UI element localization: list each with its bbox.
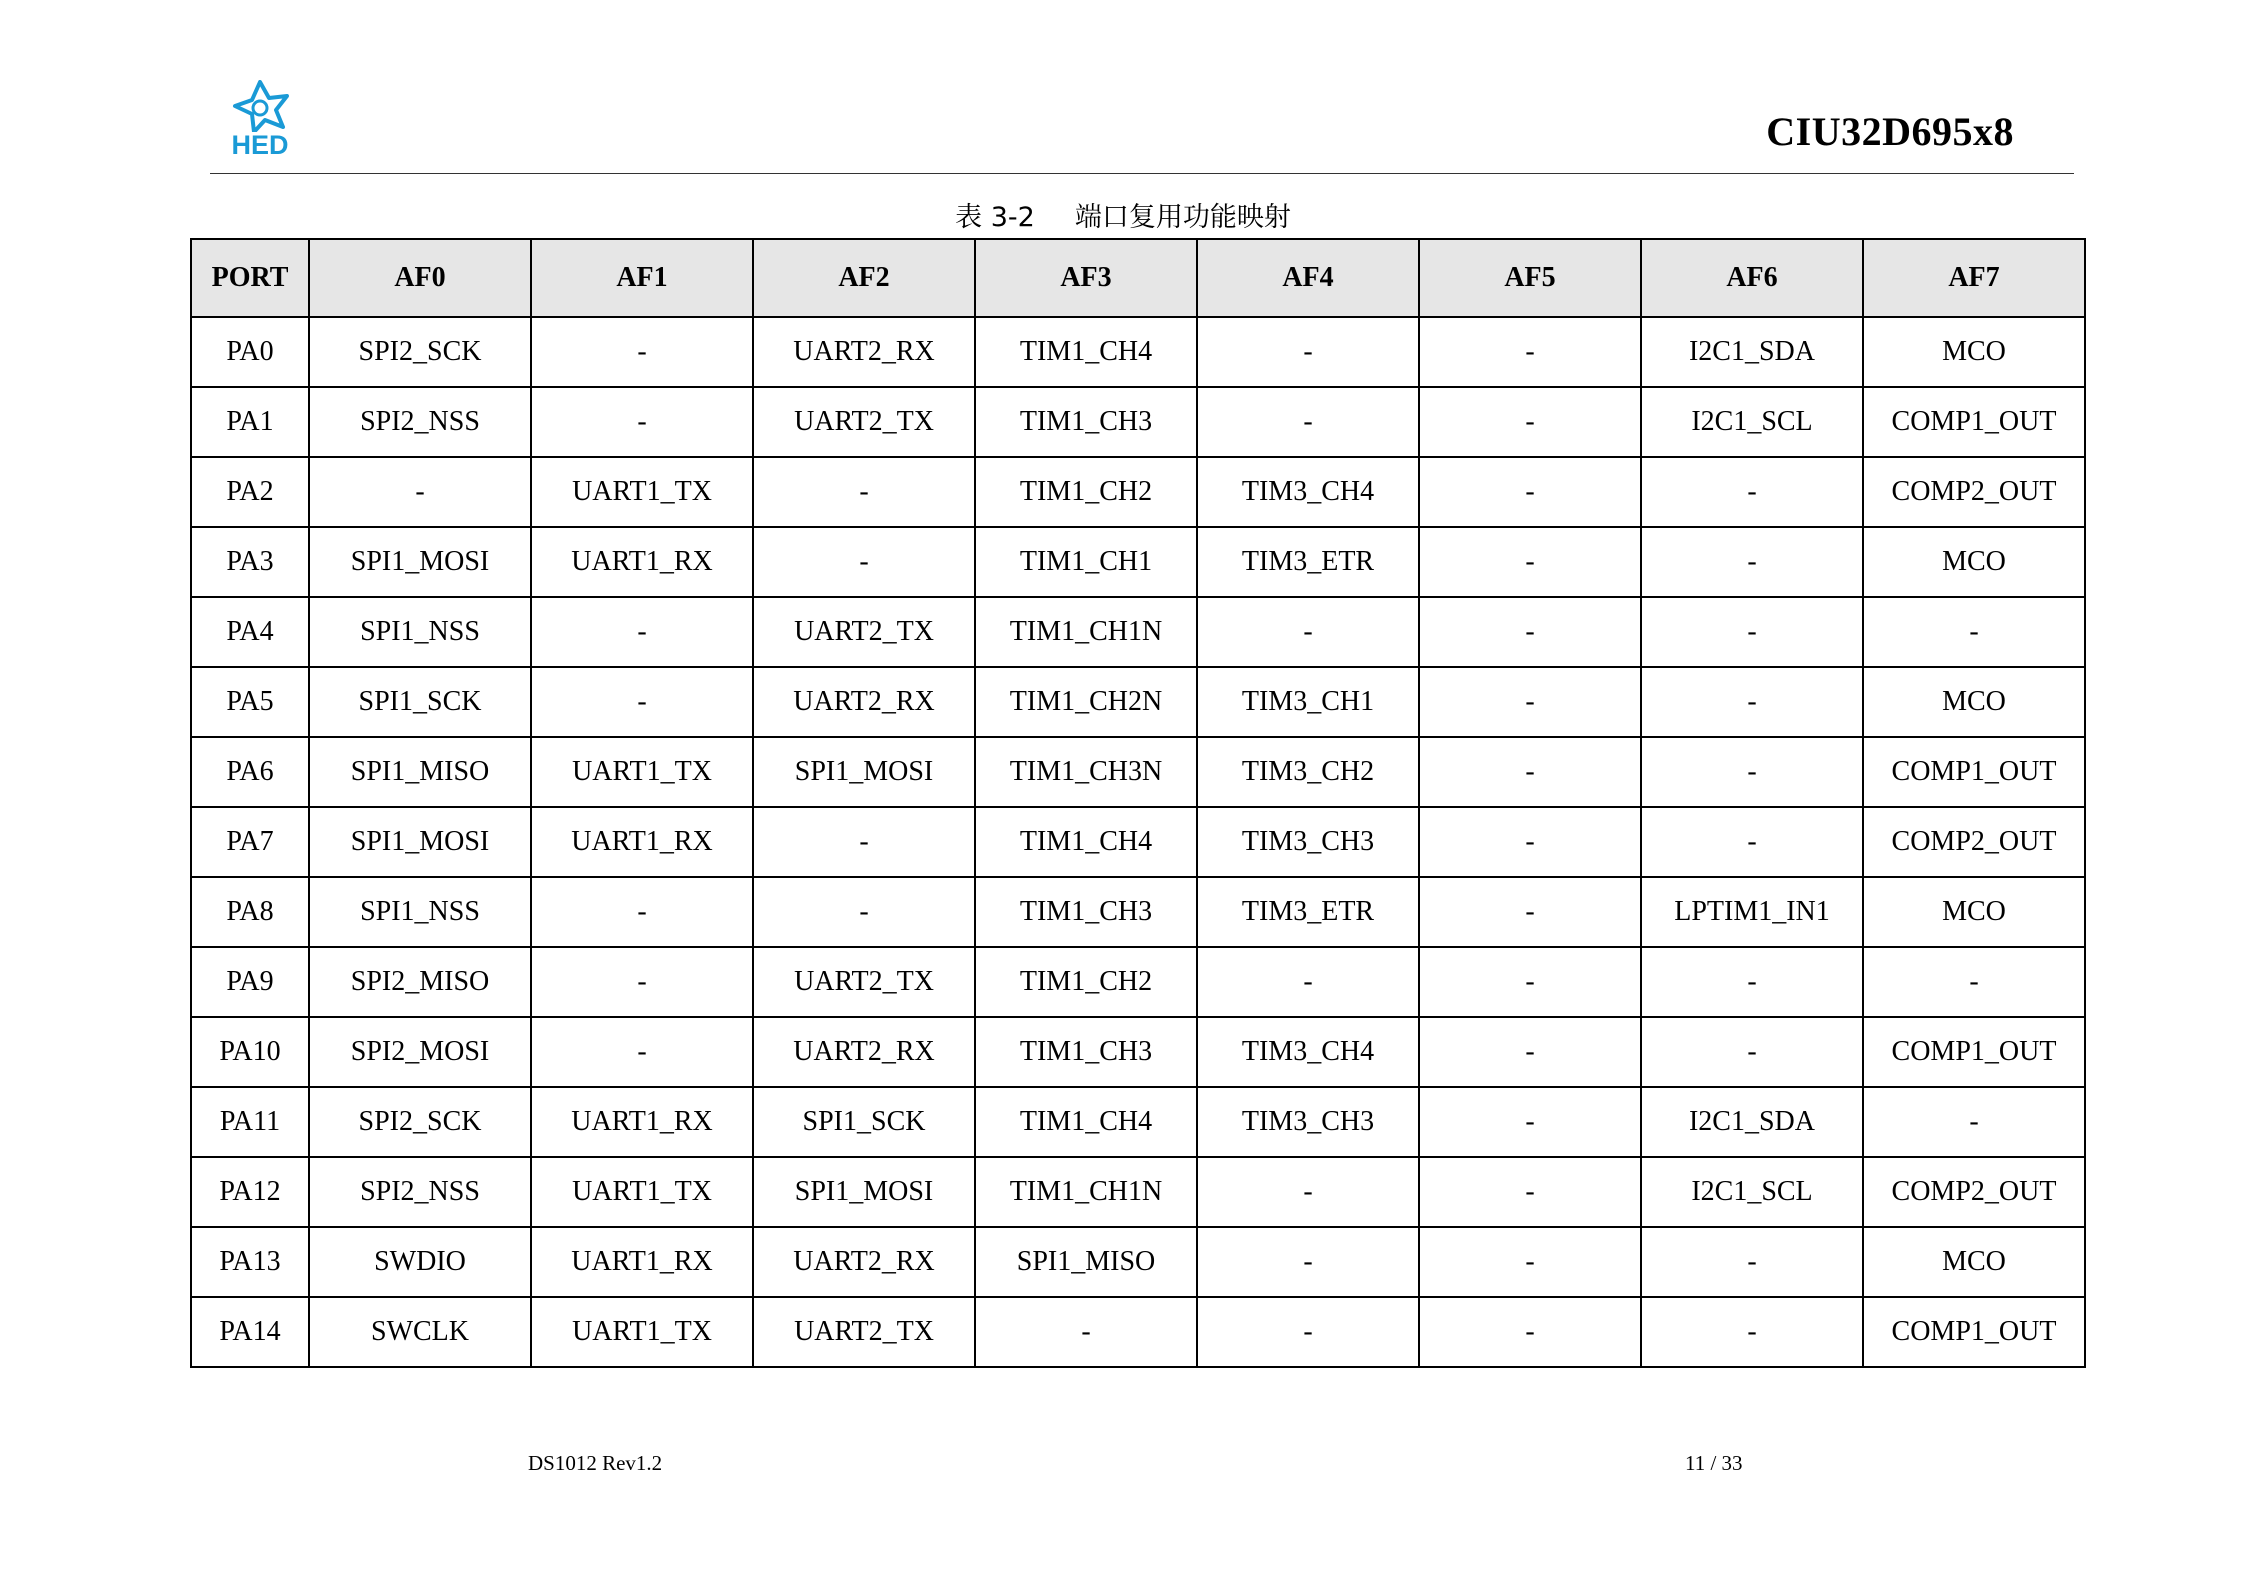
af-cell: - — [753, 807, 975, 877]
column-header-port: PORT — [191, 239, 309, 317]
af-cell: - — [753, 877, 975, 947]
af-cell: - — [1419, 877, 1641, 947]
table-body — [191, 317, 2085, 1367]
af-cell: UART1_TX — [531, 1157, 753, 1227]
af-cell: - — [1641, 597, 1863, 667]
port-cell: PA10 — [191, 1017, 309, 1087]
column-header-af6: AF6 — [1641, 239, 1863, 317]
table-row — [191, 947, 2085, 1017]
af-cell: SPI1_MOSI — [753, 1157, 975, 1227]
column-header-af0: AF0 — [309, 239, 531, 317]
af-cell: - — [1197, 947, 1419, 1017]
port-cell: PA11 — [191, 1087, 309, 1157]
af-cell: UART2_TX — [753, 947, 975, 1017]
af-cell: - — [1863, 597, 2085, 667]
af-cell: COMP1_OUT — [1863, 1297, 2085, 1367]
af-cell: TIM1_CH4 — [975, 807, 1197, 877]
af-cell: - — [309, 457, 531, 527]
table-row — [191, 457, 2085, 527]
af-cell: TIM1_CH1 — [975, 527, 1197, 597]
af-cell: SPI1_MOSI — [753, 737, 975, 807]
af-cell: TIM1_CH3N — [975, 737, 1197, 807]
af-cell: - — [1197, 1157, 1419, 1227]
af-cell: UART1_RX — [531, 1087, 753, 1157]
af-cell: UART2_TX — [753, 597, 975, 667]
af-cell: I2C1_SDA — [1641, 1087, 1863, 1157]
af-cell: SPI2_MISO — [309, 947, 531, 1017]
alternate-function-table — [190, 238, 2086, 1368]
port-cell: PA12 — [191, 1157, 309, 1227]
af-cell: - — [531, 387, 753, 457]
port-cell: PA2 — [191, 457, 309, 527]
star-logo-icon — [220, 80, 300, 132]
af-cell: COMP2_OUT — [1863, 457, 2085, 527]
port-cell: PA5 — [191, 667, 309, 737]
column-header-af3: AF3 — [975, 239, 1197, 317]
port-cell: PA9 — [191, 947, 309, 1017]
column-header-af2: AF2 — [753, 239, 975, 317]
port-cell: PA4 — [191, 597, 309, 667]
af-cell: - — [531, 1017, 753, 1087]
af-cell: MCO — [1863, 667, 2085, 737]
af-cell: - — [1641, 667, 1863, 737]
af-cell: UART1_RX — [531, 1227, 753, 1297]
af-cell: UART2_RX — [753, 1227, 975, 1297]
af-cell: TIM1_CH1N — [975, 597, 1197, 667]
table-row — [191, 877, 2085, 947]
af-cell: UART2_TX — [753, 1297, 975, 1367]
af-cell: - — [1197, 597, 1419, 667]
af-cell: UART2_RX — [753, 667, 975, 737]
af-cell: TIM1_CH4 — [975, 1087, 1197, 1157]
footer-page-number: 11 / 33 — [1685, 1451, 1743, 1475]
table-row — [191, 807, 2085, 877]
af-cell: SPI2_NSS — [309, 1157, 531, 1227]
af-cell: TIM1_CH2N — [975, 667, 1197, 737]
table-row — [191, 737, 2085, 807]
af-cell: - — [1419, 737, 1641, 807]
af-cell: TIM1_CH3 — [975, 387, 1197, 457]
af-cell: - — [1419, 597, 1641, 667]
af-cell: SPI1_MISO — [309, 737, 531, 807]
af-cell: - — [1863, 1087, 2085, 1157]
af-cell: COMP1_OUT — [1863, 1017, 2085, 1087]
table-caption-number: 表 3-2 — [955, 202, 1035, 233]
table-row — [191, 1087, 2085, 1157]
port-cell: PA1 — [191, 387, 309, 457]
table-row — [191, 667, 2085, 737]
af-cell: UART2_TX — [753, 387, 975, 457]
af-cell: TIM3_ETR — [1197, 527, 1419, 597]
af-cell: COMP2_OUT — [1863, 807, 2085, 877]
logo-text: HED — [231, 130, 289, 160]
af-cell: SPI1_SCK — [753, 1087, 975, 1157]
port-cell: PA0 — [191, 317, 309, 387]
port-cell: PA14 — [191, 1297, 309, 1367]
af-cell: - — [1419, 807, 1641, 877]
table-row — [191, 387, 2085, 457]
af-cell: SPI1_MOSI — [309, 807, 531, 877]
af-cell: TIM3_CH1 — [1197, 667, 1419, 737]
af-cell: COMP2_OUT — [1863, 1157, 2085, 1227]
af-cell: - — [1641, 1297, 1863, 1367]
af-cell: - — [1197, 387, 1419, 457]
af-cell: - — [1419, 387, 1641, 457]
table-row — [191, 1297, 2085, 1367]
af-cell: SPI1_SCK — [309, 667, 531, 737]
af-cell: TIM1_CH1N — [975, 1157, 1197, 1227]
af-cell: MCO — [1863, 877, 2085, 947]
header-divider — [210, 173, 2074, 174]
af-cell: UART2_RX — [753, 1017, 975, 1087]
af-cell: MCO — [1863, 1227, 2085, 1297]
af-cell: SWCLK — [309, 1297, 531, 1367]
af-cell: I2C1_SDA — [1641, 317, 1863, 387]
af-cell: TIM1_CH3 — [975, 877, 1197, 947]
port-cell: PA13 — [191, 1227, 309, 1297]
af-cell: UART2_RX — [753, 317, 975, 387]
af-cell: UART1_TX — [531, 457, 753, 527]
af-cell: I2C1_SCL — [1641, 1157, 1863, 1227]
table-caption — [0, 195, 2246, 234]
af-cell: - — [975, 1297, 1197, 1367]
column-header-af7: AF7 — [1863, 239, 2085, 317]
af-cell: - — [1641, 1227, 1863, 1297]
af-cell: SPI1_NSS — [309, 597, 531, 667]
af-cell: - — [531, 877, 753, 947]
hed-logo — [220, 80, 300, 162]
af-cell: - — [1641, 737, 1863, 807]
af-cell: - — [1419, 1297, 1641, 1367]
af-cell: LPTIM1_IN1 — [1641, 877, 1863, 947]
af-cell: - — [1197, 317, 1419, 387]
af-cell: - — [1197, 1297, 1419, 1367]
column-header-af4: AF4 — [1197, 239, 1419, 317]
af-cell: COMP1_OUT — [1863, 387, 2085, 457]
af-cell: SPI1_NSS — [309, 877, 531, 947]
port-cell: PA3 — [191, 527, 309, 597]
af-cell: SPI2_NSS — [309, 387, 531, 457]
table-row — [191, 597, 2085, 667]
af-cell: TIM3_CH4 — [1197, 457, 1419, 527]
table-header-row — [191, 239, 2085, 317]
af-cell: - — [1419, 457, 1641, 527]
af-cell: SPI2_MOSI — [309, 1017, 531, 1087]
table-caption-title: 端口复用功能映射 — [1074, 202, 1291, 233]
af-cell: - — [1641, 1017, 1863, 1087]
af-cell: UART1_RX — [531, 527, 753, 597]
af-cell: - — [1419, 1227, 1641, 1297]
af-cell: TIM1_CH3 — [975, 1017, 1197, 1087]
af-cell: MCO — [1863, 317, 2085, 387]
af-cell: - — [1419, 947, 1641, 1017]
af-cell: - — [753, 527, 975, 597]
af-cell: UART1_TX — [531, 1297, 753, 1367]
table-row — [191, 1017, 2085, 1087]
column-header-af5: AF5 — [1419, 239, 1641, 317]
af-cell: UART1_TX — [531, 737, 753, 807]
document-title: CIU32D695x8 — [1766, 109, 2014, 154]
af-cell: TIM3_ETR — [1197, 877, 1419, 947]
af-cell: TIM3_CH4 — [1197, 1017, 1419, 1087]
af-cell: - — [1641, 457, 1863, 527]
table-row — [191, 527, 2085, 597]
af-cell: TIM3_CH3 — [1197, 807, 1419, 877]
af-cell: - — [1641, 947, 1863, 1017]
af-cell: MCO — [1863, 527, 2085, 597]
table-row — [191, 317, 2085, 387]
column-header-af1: AF1 — [531, 239, 753, 317]
af-cell: SWDIO — [309, 1227, 531, 1297]
af-cell: UART1_RX — [531, 807, 753, 877]
af-cell: - — [1419, 667, 1641, 737]
af-cell: - — [1419, 1157, 1641, 1227]
af-cell: TIM1_CH4 — [975, 317, 1197, 387]
af-cell: - — [1197, 1227, 1419, 1297]
af-cell: TIM3_CH2 — [1197, 737, 1419, 807]
af-cell: - — [531, 667, 753, 737]
port-cell: PA8 — [191, 877, 309, 947]
af-cell: SPI1_MOSI — [309, 527, 531, 597]
af-cell: - — [1419, 527, 1641, 597]
af-cell: TIM1_CH2 — [975, 457, 1197, 527]
table-row — [191, 1227, 2085, 1297]
af-cell: - — [531, 317, 753, 387]
af-cell: - — [1641, 527, 1863, 597]
port-cell: PA6 — [191, 737, 309, 807]
af-cell: TIM1_CH2 — [975, 947, 1197, 1017]
af-cell: SPI1_MISO — [975, 1227, 1197, 1297]
port-cell: PA7 — [191, 807, 309, 877]
af-cell: - — [1863, 947, 2085, 1017]
footer-doc-revision: DS1012 Rev1.2 — [528, 1451, 663, 1475]
af-cell: I2C1_SCL — [1641, 387, 1863, 457]
af-cell: TIM3_CH3 — [1197, 1087, 1419, 1157]
af-cell: - — [531, 597, 753, 667]
af-cell: - — [1641, 807, 1863, 877]
af-cell: - — [531, 947, 753, 1017]
af-cell: - — [1419, 1087, 1641, 1157]
af-cell: - — [1419, 317, 1641, 387]
af-cell: - — [1419, 1017, 1641, 1087]
af-cell: COMP1_OUT — [1863, 737, 2085, 807]
af-cell: SPI2_SCK — [309, 317, 531, 387]
af-cell: SPI2_SCK — [309, 1087, 531, 1157]
af-cell: - — [753, 457, 975, 527]
table-row — [191, 1157, 2085, 1227]
